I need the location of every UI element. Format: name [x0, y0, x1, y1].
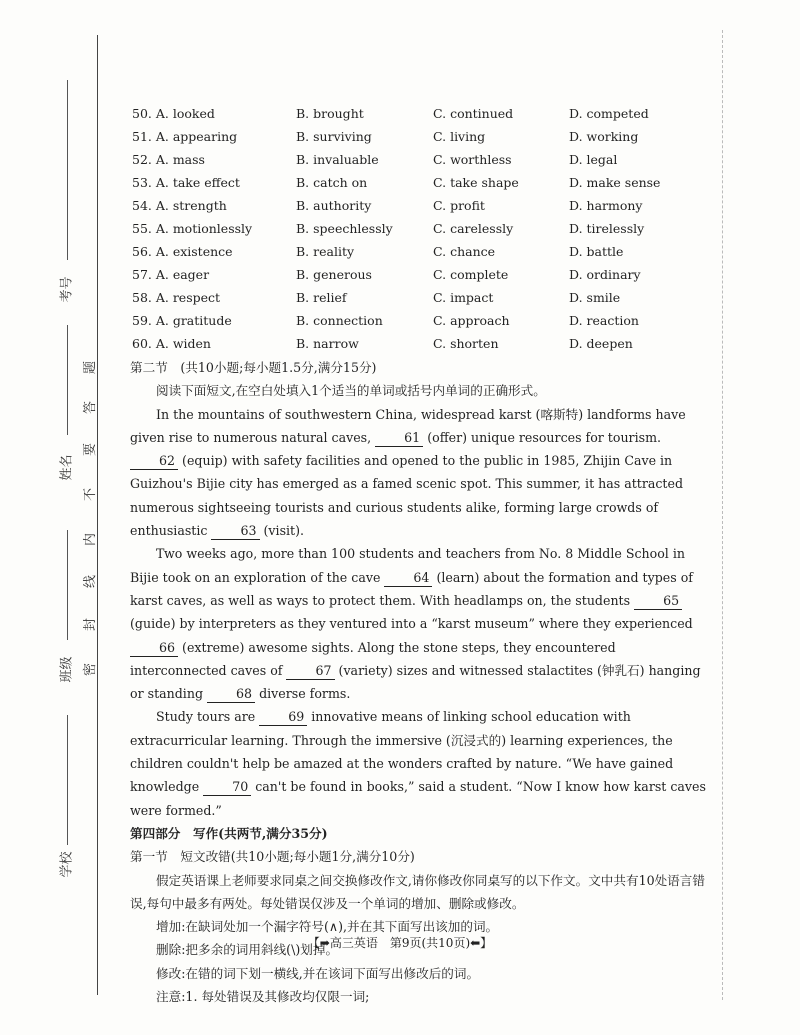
exam-no-label: 考号	[59, 276, 75, 303]
warning-char: 要	[83, 442, 99, 457]
option-list	[132, 102, 712, 355]
option-b: B. connection	[296, 313, 383, 328]
option-b: B. authority	[296, 198, 372, 213]
option-c: C. living	[433, 129, 486, 144]
rule-modify: 修改:在错的词下划一横线,并在该词下面写出修改后的词。	[156, 965, 480, 981]
option-row	[132, 171, 712, 194]
passage-paragraph-1	[130, 403, 710, 543]
warning-char: 封	[83, 617, 99, 632]
option-c: C. profit	[433, 198, 485, 213]
school-line	[67, 715, 68, 845]
passage-text: (offer) unique resources for tourism.	[427, 429, 662, 445]
option-d: D. reaction	[569, 313, 639, 328]
option-a: 51. A. appearing	[132, 129, 238, 144]
option-b: B. speechlessly	[296, 221, 393, 236]
option-c: C. worthless	[433, 152, 512, 167]
warning-char: 题	[83, 360, 99, 375]
page-footer: 【➡高三英语 第9页(共10页)⬅】	[307, 936, 493, 950]
section2-heading: 第二节 (共10小题;每小题1.5分,满分15分)	[130, 360, 377, 375]
passage-text: innovative means of linking school education with extracurricular learning. Through the immersive (沉浸式的) learning experiences, the children couldn't help be amazed at the wonders crafted by nature. “We have gained knowledge	[130, 709, 674, 795]
passage-text: (extreme) awesome sights. Along the stone steps, they encountered interconnected caves of	[130, 639, 616, 678]
blank-70[interactable]: 70	[203, 779, 251, 796]
binding-line	[97, 35, 98, 995]
blank-63[interactable]: 63	[211, 523, 259, 540]
passage-text: In the mountains of southwestern China, widespread karst (喀斯特) landforms have given rise to numerous natural caves,	[130, 406, 686, 445]
option-d: D. battle	[569, 244, 624, 259]
school-label: 学校	[59, 851, 75, 878]
right-edge-line	[722, 30, 723, 1000]
option-a: 56. A. existence	[132, 244, 233, 259]
option-c: C. impact	[433, 290, 494, 305]
passage-text: (learn) about the formation and types of karst caves, as well as ways to protect them. With headlamps on, the students	[130, 569, 693, 608]
passage-text: (variety) sizes and witnessed stalactites (钟乳石) hanging or standing	[130, 662, 701, 702]
blank-66[interactable]: 66	[130, 640, 178, 657]
blank-65[interactable]: 65	[634, 593, 682, 610]
blank-68[interactable]: 68	[207, 686, 255, 703]
option-row	[132, 217, 712, 240]
option-b: B. brought	[296, 106, 364, 121]
option-a: 54. A. strength	[132, 198, 227, 213]
option-d: D. ordinary	[569, 267, 641, 282]
option-a: 53. A. take effect	[132, 175, 240, 190]
passage-text: (equip) with safety facilities and opened to the public in 1985, Zhijin Cave in Guizhou's Bijie city has emerged as a famed scenic spot. This summer, it has attracted numerous sightseeing tourists and curious students alike, forming large crowds of enthusiastic	[130, 453, 684, 539]
warning-char: 不	[83, 487, 99, 502]
passage-text: (visit).	[263, 523, 305, 539]
name-line	[67, 325, 68, 435]
option-b: B. catch on	[296, 175, 368, 190]
blank-67[interactable]: 67	[286, 663, 334, 680]
option-b: B. relief	[296, 290, 347, 305]
option-c: C. carelessly	[433, 221, 514, 236]
option-row	[132, 286, 712, 309]
option-a: 57. A. eager	[132, 267, 210, 282]
passage-paragraph-2	[130, 542, 710, 705]
option-a: 60. A. widen	[132, 336, 211, 351]
option-row	[132, 102, 712, 125]
option-c: C. complete	[433, 267, 509, 282]
option-row	[132, 194, 712, 217]
passage-text: diverse forms.	[259, 686, 351, 702]
option-row	[132, 309, 712, 332]
option-d: D. tirelessly	[569, 221, 645, 236]
main-content	[130, 356, 710, 1008]
passage-text: Study tours are	[156, 709, 256, 725]
option-b: B. narrow	[296, 336, 359, 351]
blank-62[interactable]: 62	[130, 453, 178, 470]
rule-add: 增加:在缺词处加一个漏字符号(∧),并在其下面写出该加的词。	[156, 919, 499, 935]
option-row	[132, 263, 712, 286]
option-c: C. approach	[433, 313, 510, 328]
option-row	[132, 332, 712, 355]
part4-subheading: 第一节 短文改错(共10小题;每小题1分,满分10分)	[130, 849, 415, 865]
option-row	[132, 240, 712, 263]
warning-char: 答	[83, 400, 99, 415]
blank-61[interactable]: 61	[375, 430, 423, 447]
blank-64[interactable]: 64	[384, 570, 432, 587]
option-d: D. smile	[569, 290, 621, 305]
option-b: B. reality	[296, 244, 355, 259]
passage-text: (guide) by interpreters as they ventured into a “karst museum” where they experienced	[130, 616, 693, 632]
rule-note: 注意:1. 每处错误及其修改均仅限一词;	[156, 989, 370, 1005]
option-c: C. chance	[433, 244, 496, 259]
option-b: B. surviving	[296, 129, 372, 144]
option-c: C. continued	[433, 106, 514, 121]
exam-no-line	[67, 80, 68, 260]
warning-char: 密	[83, 662, 99, 677]
option-b: B. invaluable	[296, 152, 379, 167]
option-d: D. make sense	[569, 175, 661, 190]
blank-69[interactable]: 69	[259, 709, 307, 726]
passage-text: can't be found in books,” said a student. “Now I know how karst caves were formed.”	[130, 779, 706, 818]
class-label: 班级	[59, 656, 75, 683]
option-a: 50. A. looked	[132, 106, 215, 121]
option-d: D. competed	[569, 106, 649, 121]
passage-paragraph-3	[130, 705, 710, 821]
warning-char: 内	[83, 532, 99, 547]
option-row	[132, 148, 712, 171]
part4-heading: 第四部分 写作(共两节,满分35分)	[130, 825, 328, 841]
option-b: B. generous	[296, 267, 372, 282]
class-line	[67, 530, 68, 640]
option-d: D. working	[569, 129, 639, 144]
rule-delete: 删除:把多余的词用斜线(\)划掉。	[156, 942, 339, 958]
option-a: 58. A. respect	[132, 290, 221, 305]
option-d: D. harmony	[569, 198, 643, 213]
option-c: C. take shape	[433, 175, 519, 190]
part4-intro: 假定英语课上老师要求同桌之间交换修改作文,请你修改你同桌写的以下作文。文中共有10处语言错误,每句中最多有两处。每处错误仅涉及一个单词的增加、删除或修改。	[130, 872, 705, 911]
option-a: 55. A. motionlessly	[132, 221, 253, 236]
option-a: 52. A. mass	[132, 152, 205, 167]
option-d: D. deepen	[569, 336, 633, 351]
option-d: D. legal	[569, 152, 618, 167]
name-label: 姓名	[59, 454, 75, 481]
section2-instruction: 阅读下面短文,在空白处填入1个适当的单词或括号内单词的正确形式。	[156, 383, 546, 399]
option-row	[132, 125, 712, 148]
option-c: C. shorten	[433, 336, 499, 351]
warning-char: 线	[83, 574, 99, 589]
passage-text: Two weeks ago, more than 100 students and teachers from No. 8 Middle School in Bijie took on an exploration of the cave	[130, 546, 685, 585]
option-a: 59. A. gratitude	[132, 313, 232, 328]
